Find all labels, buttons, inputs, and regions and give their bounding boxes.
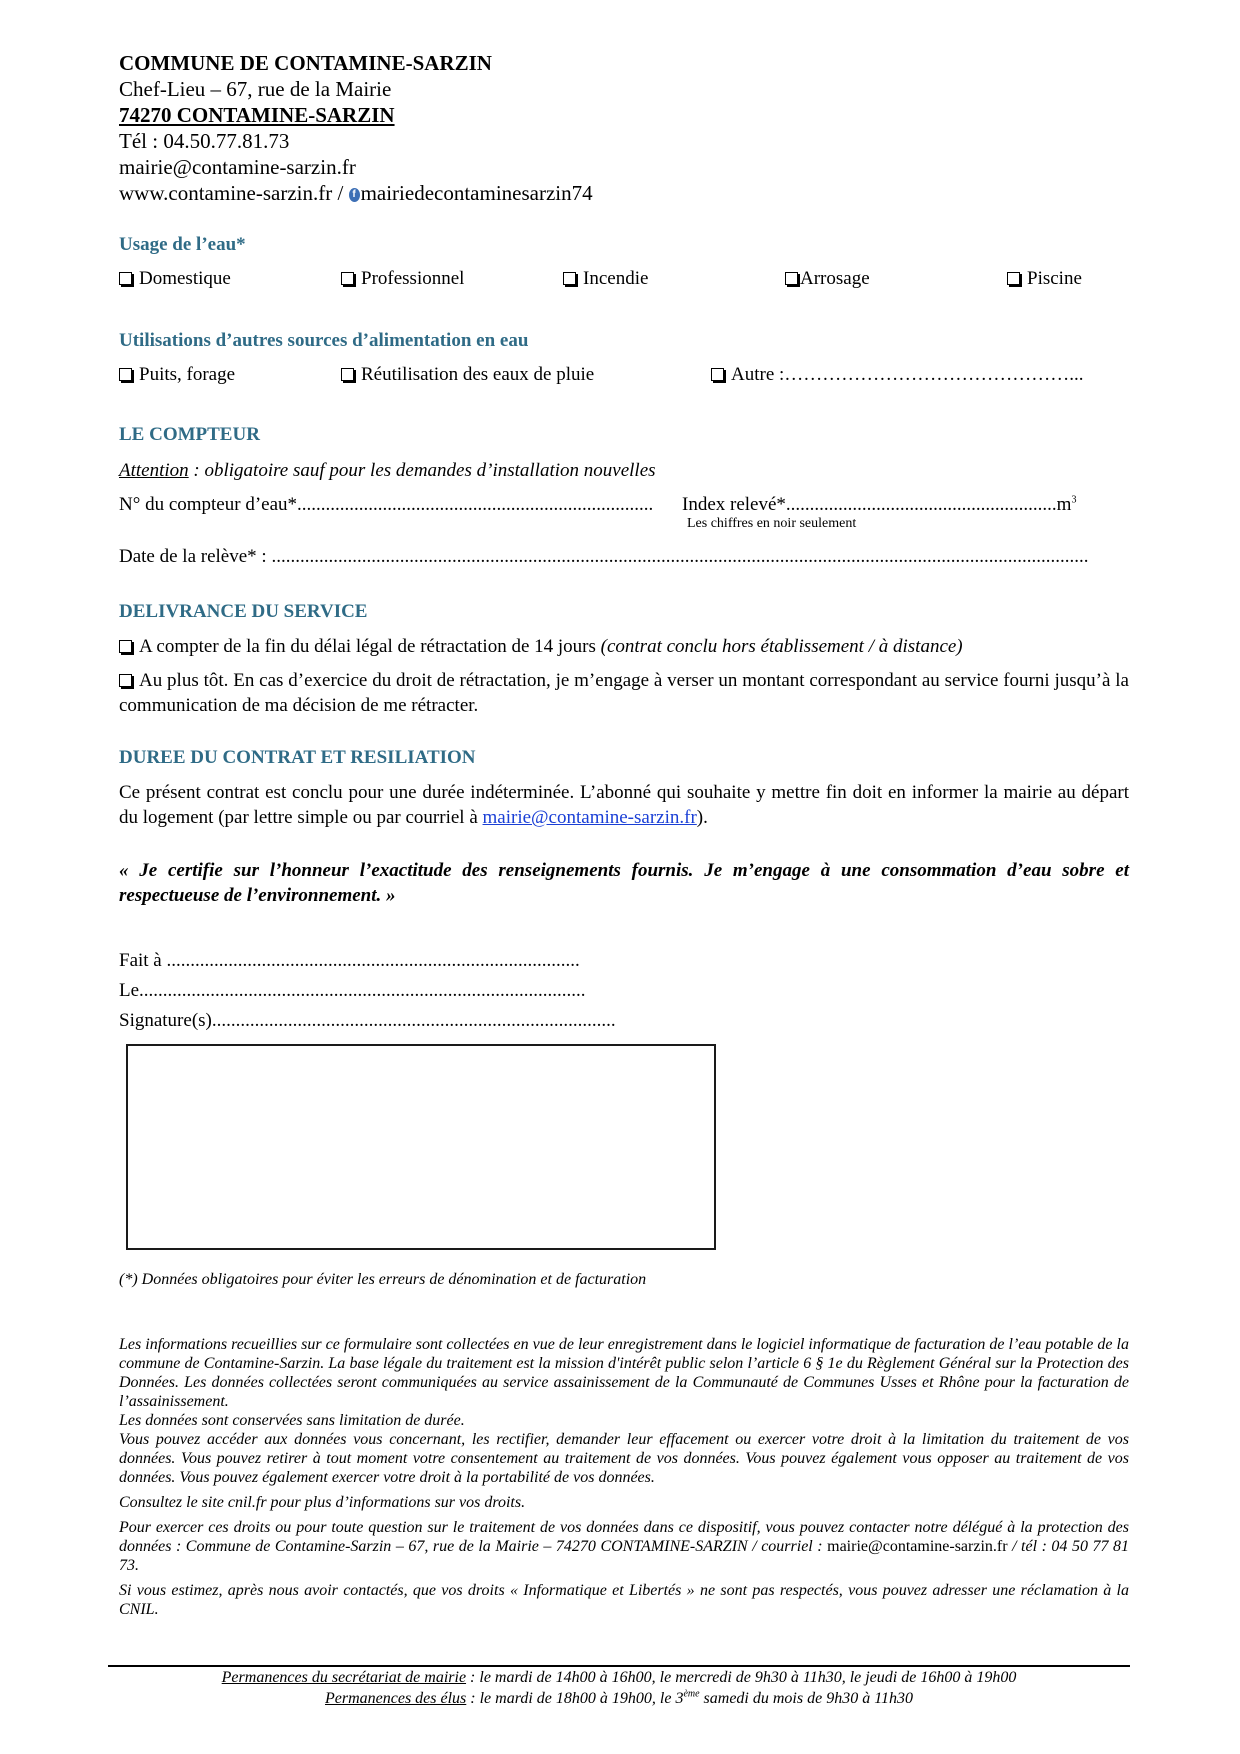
index-label: Index relevé* (682, 494, 786, 515)
legal-p6: Si vous estimez, après nous avoir contactés, que vos droits « Informatique et Libertés » ne sont pas respectés, vous pouvez adresser une réclamation à la CNIL. (119, 1582, 1129, 1618)
option-label: Arrosage (800, 268, 870, 289)
legal-p3: Vous pouvez accéder aux données vous concernant, les rectifier, demander leur effacement ou exercer votre droit à la limitation du traitement de vos données. Vous pouvez retirer à tout moment votre consentement au traitement de vos données. Vous pouvez également vous opposer au traitement de vos données. Vous pouvez également exercer votre droit à la portabilité de vos données. (119, 1431, 1129, 1486)
footer-secretariat (108, 1668, 1130, 1688)
usage-professionnel[interactable] (341, 268, 464, 290)
index-row (682, 494, 1076, 516)
mandatory-note: (*) Données obligatoires pour éviter les erreurs de dénomination et de facturation (119, 1271, 647, 1288)
option-note: (contrat conclu hors établissement / à distance) (600, 636, 963, 657)
contract-title: DUREE DU CONTRAT ET RESILIATION (119, 747, 476, 768)
checkbox-icon[interactable] (785, 272, 798, 285)
other-source-field[interactable]: ………………………………………... (784, 364, 1084, 385)
checkbox-icon[interactable] (119, 640, 132, 653)
date-field[interactable]: ............................................................................................................................................................................ (271, 546, 1089, 567)
date-row (119, 546, 1088, 568)
legal-p2: Les données sont conservées sans limitation de durée. (119, 1412, 465, 1429)
checkbox-icon[interactable] (341, 368, 354, 381)
usage-domestique[interactable] (119, 268, 231, 290)
postcode-city: 74270 CONTAMINE-SARZIN (119, 103, 395, 127)
other-sources-title: Utilisations d’autres sources d’alimentation en eau (119, 330, 529, 351)
meter-title: LE COMPTEUR (119, 424, 260, 445)
index-unit-sup: 3 (1071, 494, 1077, 506)
usage-incendie[interactable] (563, 268, 648, 290)
usage-arrosage[interactable] (785, 268, 870, 290)
legal-p5-email[interactable]: mairie@contamine-sarzin.fr (827, 1538, 1008, 1555)
meter-number-row (119, 494, 653, 516)
elus-sup: ème (683, 1688, 700, 1700)
footer-elus (108, 1689, 1130, 1709)
elus-hours: : le mardi de 18h00 à 19h00, le 3 (466, 1690, 684, 1707)
option-label: Autre : (731, 364, 785, 385)
legal-p5-text: Pour exercer ces droits ou pour toute question sur le traitement de vos données dans ce dispositif, vous pouvez contacter notre délégué à la protection des données : Commune de Contamine-Sarzin – 67, rue de la Mairie – 74270 CONTAMINE-SARZIN / courriel : (119, 1519, 1129, 1555)
checkbox-icon[interactable] (341, 272, 354, 285)
meter-attention (119, 460, 656, 482)
email[interactable]: mairie@contamine-sarzin.fr (119, 155, 356, 179)
signature-line[interactable]: ..................................................................................... (211, 1010, 616, 1031)
secretariat-label: Permanences du secrétariat de mairie (221, 1669, 467, 1686)
meter-number-field[interactable]: ........................................................................... (297, 494, 654, 515)
source-puits[interactable] (119, 364, 235, 386)
checkbox-icon[interactable] (119, 272, 132, 285)
service-title: DELIVRANCE DU SERVICE (119, 601, 368, 622)
checkbox-icon[interactable] (711, 368, 724, 381)
option-label: Domestique (139, 268, 231, 289)
checkbox-icon[interactable] (563, 272, 576, 285)
facebook-icon: f (349, 188, 360, 202)
place-field[interactable]: ....................................................................................... (166, 950, 580, 971)
website-line (119, 181, 593, 205)
website[interactable]: www.contamine-sarzin.fr / (119, 181, 344, 205)
legal-p5 (119, 1518, 1129, 1575)
sign-date-field[interactable]: .............................................................................................. (139, 980, 586, 1001)
option-label: Incendie (583, 268, 649, 289)
option-label: Réutilisation des eaux de pluie (361, 364, 595, 385)
legal-p1: Les informations recueillies sur ce formulaire sont collectées en vue de leur enregistrement dans le logiciel informatique de facturation de l’eau potable de la commune de Contamine-Sarzin. La base légale du traitement est la mission d'intérêt public selon l’article 6 § 1e du Règlement Général sur la Protection des Données. Les données collectées seront communiquées au service assainissement de la Communauté de Communes Usses et Rhône pour la facturation de l’assainissement. (119, 1336, 1129, 1410)
legal-p5-phone: / tél : 04 50 77 81 73. (119, 1538, 1130, 1574)
contract-email-link[interactable]: mairie@contamine-sarzin.fr (482, 807, 697, 828)
source-pluie[interactable] (341, 364, 594, 386)
certification-statement: « Je certifie sur l’honneur l’exactitude des renseignements fournis. Je m’engage à une consommation d’eau sobre et respectueuse de l’environnement. » (119, 860, 1129, 906)
service-option-1[interactable] (119, 634, 1129, 659)
contract-body: Ce présent contrat est conclu pour une durée indéterminée. L’abonné qui souhaite y mettre fin doit en informer la mairie au départ du logement (par lettre simple ou par courriel à (119, 782, 1129, 828)
water-usage-title: Usage de l’eau* (119, 234, 246, 255)
elus-hours-end: samedi du mois de 9h30 à 11h30 (699, 1690, 914, 1707)
option-label: A compter de la fin du délai légal de rétractation de 14 jours (139, 636, 601, 657)
usage-piscine[interactable] (1007, 268, 1082, 290)
place-row (119, 950, 580, 972)
address-line: Chef-Lieu – 67, rue de la Mairie (119, 77, 392, 101)
option-label: Piscine (1027, 268, 1082, 289)
attention-label: Attention (119, 460, 189, 481)
place-label: Fait à (119, 950, 167, 971)
legal-p4: Consultez le site cnil.fr pour plus d’informations sur vos droits. (119, 1494, 526, 1511)
org-name: COMMUNE DE CONTAMINE-SARZIN (119, 51, 492, 75)
service-option-2[interactable] (119, 668, 1129, 718)
checkbox-icon[interactable] (1007, 272, 1020, 285)
signature-label: Signature(s) (119, 1010, 212, 1031)
secretariat-hours: : le mardi de 14h00 à 16h00, le mercredi de 9h30 à 11h30, le jeudi de 16h00 à 19h00 (466, 1669, 1017, 1686)
meter-number-label: N° du compteur d’eau* (119, 494, 298, 515)
sign-date-label: Le (119, 980, 140, 1001)
phone: Tél : 04.50.77.81.73 (119, 129, 290, 153)
signature-box[interactable] (126, 1044, 716, 1250)
option-label: Au plus tôt. En cas d’exercice du droit de rétractation, je m’engage à verser un montant correspondant au service fourni jusqu’à la communication de ma décision de me rétracter. (119, 670, 1129, 716)
attention-text: : obligatoire sauf pour les demandes d’installation nouvelles (188, 460, 656, 481)
option-label: Professionnel (361, 268, 465, 289)
source-autre[interactable] (711, 364, 1084, 386)
date-label: Date de la relève* : (119, 546, 267, 567)
option-label: Puits, forage (139, 364, 236, 385)
footer-divider (108, 1665, 1130, 1667)
checkbox-icon[interactable] (119, 674, 132, 687)
index-field[interactable]: ......................................................... (785, 494, 1057, 515)
index-hint: Les chiffres en noir seulement (687, 516, 857, 531)
checkbox-icon[interactable] (119, 368, 132, 381)
index-unit: m (1056, 494, 1072, 515)
contract-body-end: ). (696, 807, 708, 828)
facebook-handle[interactable]: mairiedecontaminesarzin74 (360, 181, 593, 205)
sign-date-row (119, 980, 586, 1002)
contract-text (119, 780, 1129, 830)
signature-row (119, 1010, 616, 1032)
elus-label: Permanences des élus (324, 1690, 467, 1707)
legal-notice (119, 1335, 1129, 1619)
